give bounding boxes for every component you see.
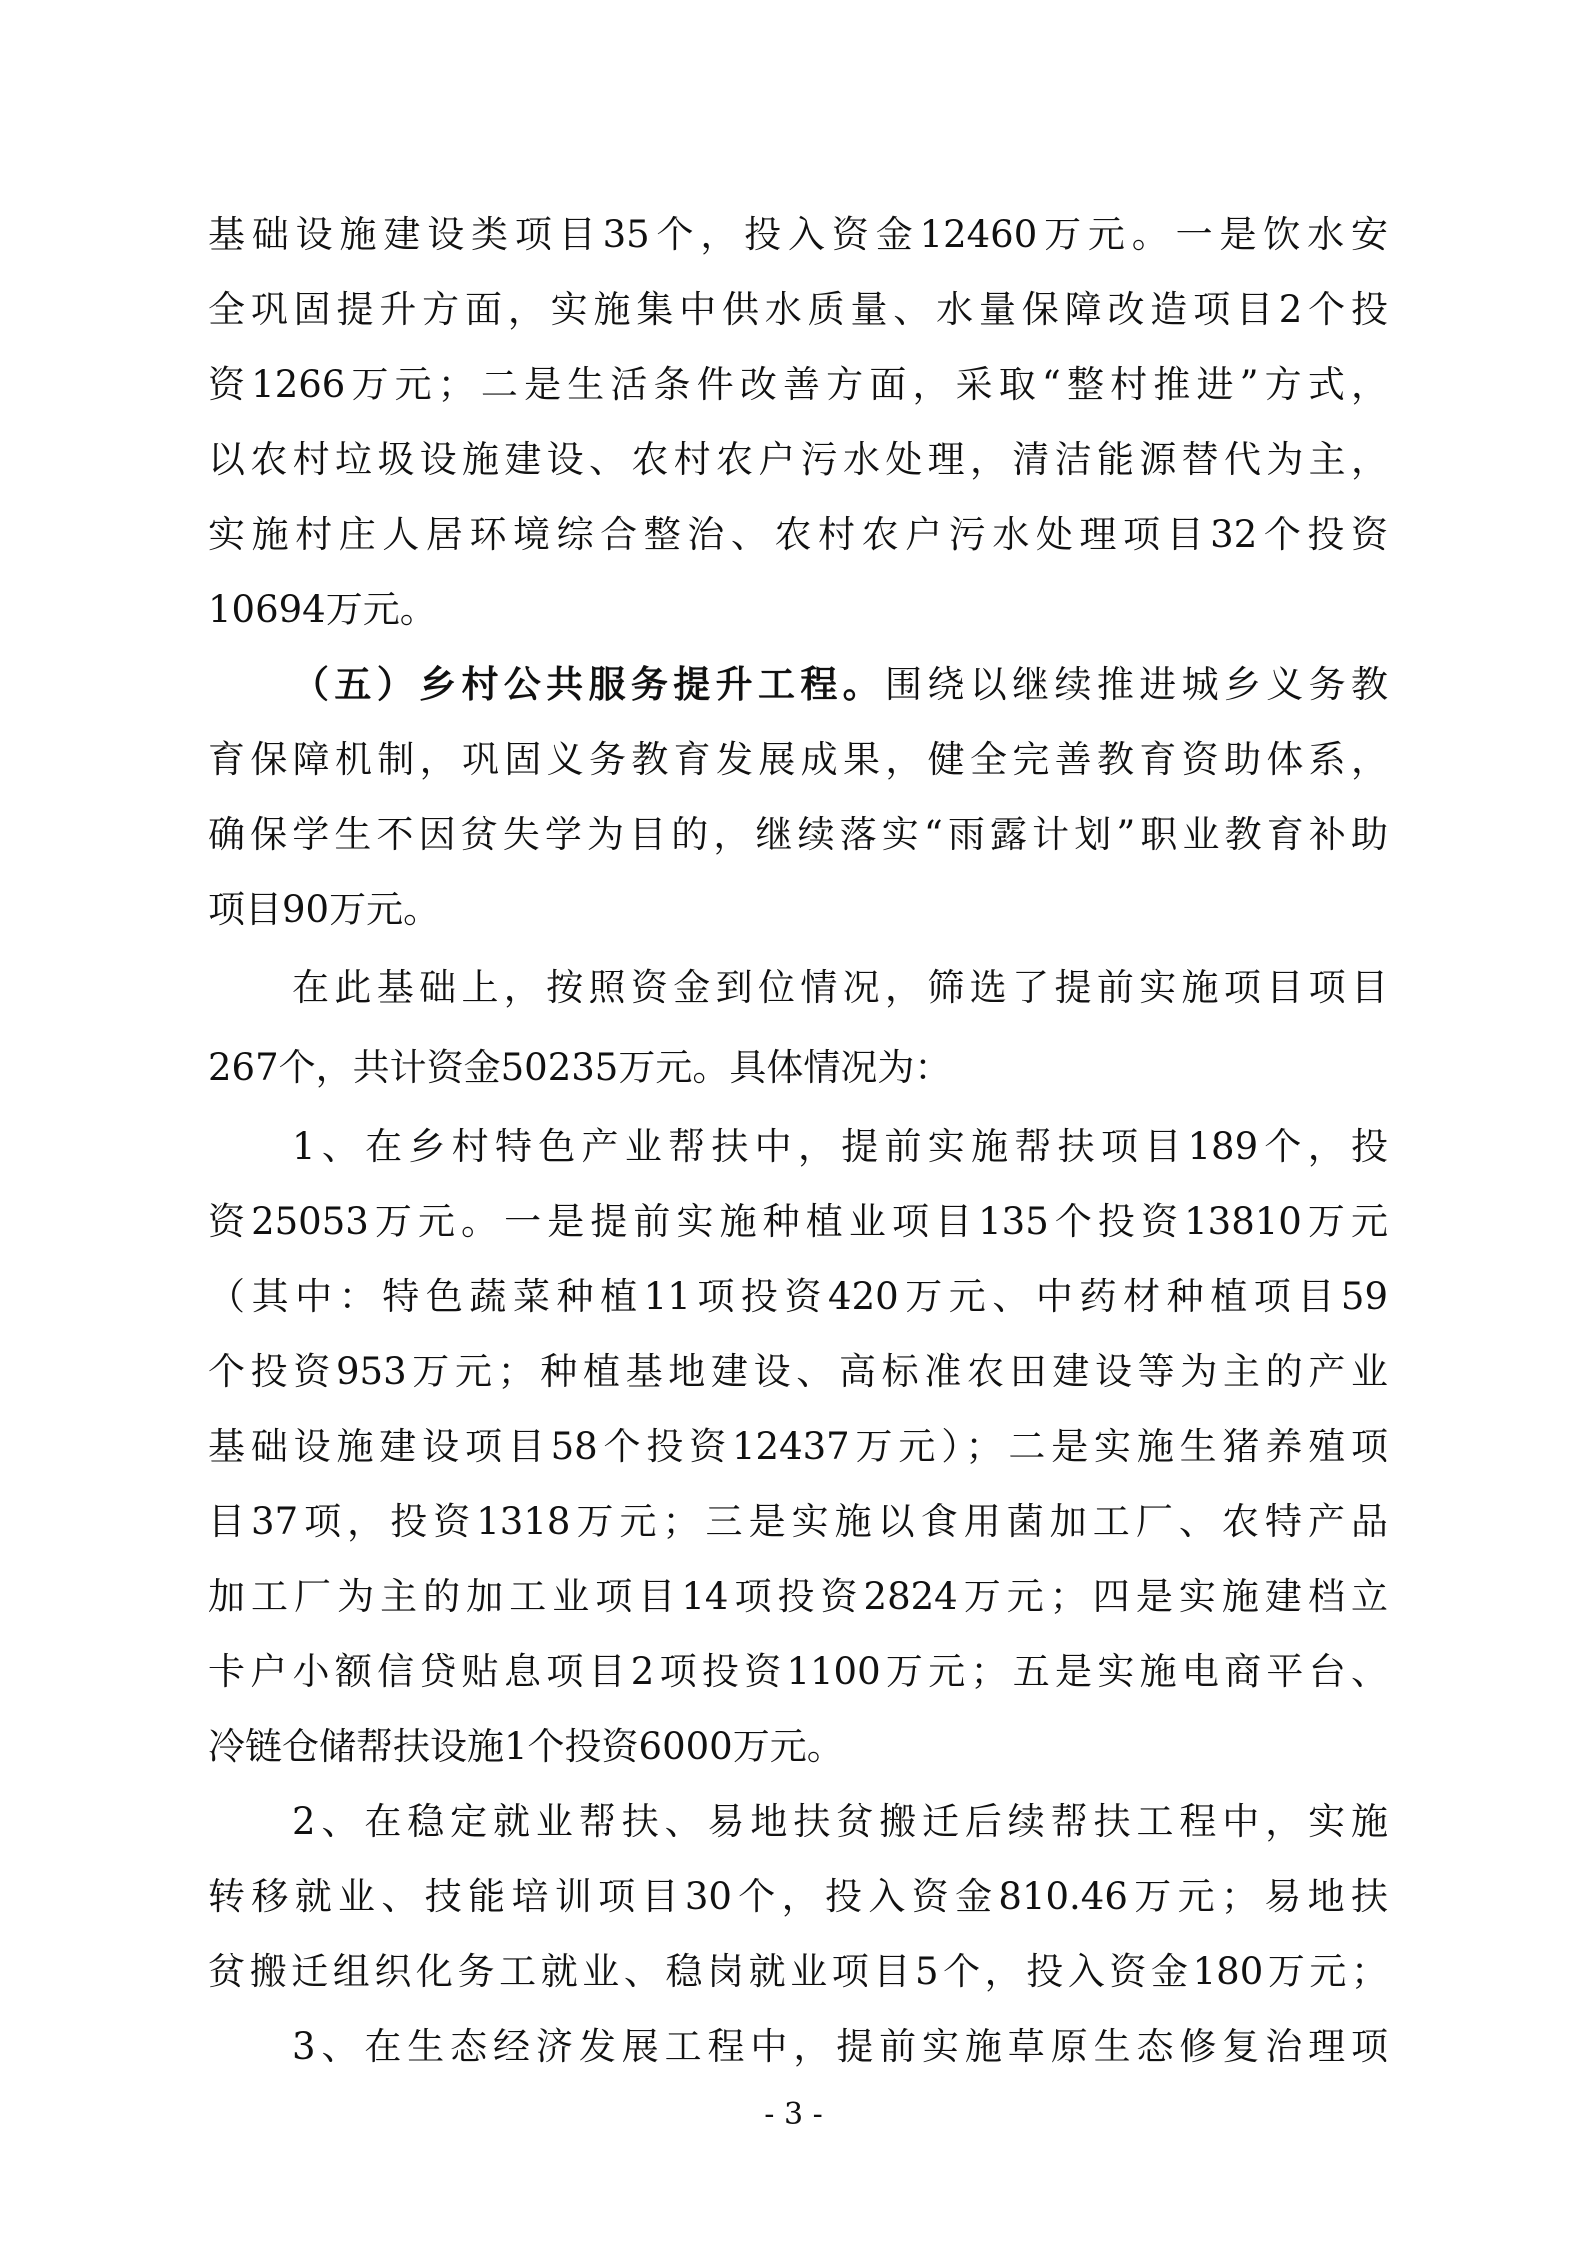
text-line: 项目90万元。 [208, 888, 441, 931]
text-line: 2、在稳定就业帮扶、易地扶贫搬迁后续帮扶工程中，实施 [292, 1800, 1388, 1843]
page-number: - 3 - [764, 2097, 823, 2132]
text-line: 实施村庄人居环境综合整治、农村农户污水处理项目32个投资 [208, 513, 1388, 556]
text-line: 10694万元。 [208, 588, 437, 631]
text-line: 卡户小额信贷贴息项目2项投资1100万元；五是实施电商平台、 [208, 1650, 1388, 1693]
text-line: （其中：特色蔬菜种植11项投资420万元、中药材种植项目59 [208, 1275, 1388, 1318]
section-heading: （五）乡村公共服务提升工程。 [292, 662, 886, 706]
text-line: 在此基础上，按照资金到位情况，筛选了提前实施项目项目 [292, 966, 1388, 1009]
text-line: 确保学生不因贫失学为目的，继续落实“雨露计划”职业教育补助 [208, 813, 1388, 856]
text-line: 个投资953万元；种植基地建设、高标准农田建设等为主的产业 [208, 1350, 1388, 1393]
text-line: 资25053万元。一是提前实施种植业项目135个投资13810万元 [208, 1200, 1388, 1243]
text-line: 育保障机制，巩固义务教育发展成果，健全完善教育资助体系， [208, 738, 1388, 781]
text-line: 贫搬迁组织化务工就业、稳岗就业项目5个，投入资金180万元； [208, 1950, 1388, 1993]
text-line: 3、在生态经济发展工程中，提前实施草原生态修复治理项 [292, 2025, 1388, 2068]
text-line: 目37项，投资1318万元；三是实施以食用菌加工厂、农特产品 [208, 1500, 1388, 1543]
text-line: 以农村垃圾设施建设、农村农户污水处理，清洁能源替代为主， [208, 438, 1388, 481]
text-line: 1、在乡村特色产业帮扶中，提前实施帮扶项目189个，投 [292, 1125, 1388, 1168]
text-line: 267个，共计资金50235万元。具体情况为： [208, 1046, 952, 1089]
text-line: 基础设施建设类项目35个，投入资金12460万元。一是饮水安 [208, 213, 1388, 256]
text-line: 转移就业、技能培训项目30个，投入资金810.46万元；易地扶 [208, 1875, 1388, 1918]
text-line: 全巩固提升方面，实施集中供水质量、水量保障改造项目2个投 [208, 288, 1388, 331]
text-line: 加工厂为主的加工业项目14项投资2824万元；四是实施建档立 [208, 1575, 1388, 1618]
text-line: 资1266万元；二是生活条件改善方面，采取“整村推进”方式， [208, 363, 1388, 406]
text-line: 基础设施建设项目58个投资12437万元）；二是实施生猪养殖项 [208, 1425, 1388, 1468]
text-line: 冷链仓储帮扶设施1个投资6000万元。 [208, 1725, 844, 1768]
section-text: 围绕以继续推进城乡义务教 [885, 663, 1389, 706]
section-heading-line [292, 647, 1388, 722]
